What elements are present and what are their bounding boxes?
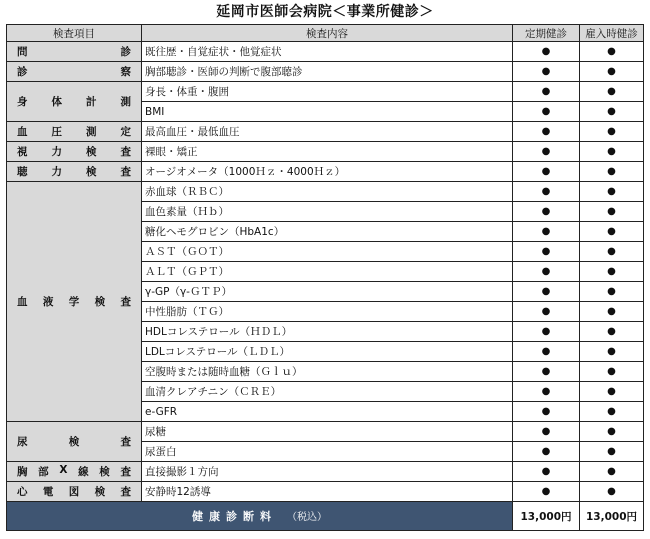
regular-checkup-mark: ● [513,402,580,422]
hiring-checkup-mark: ● [580,422,644,442]
category-label: 心 電 図 検 査 [17,486,131,498]
hiring-checkup-mark: ● [580,82,644,102]
regular-checkup-mark: ● [513,62,580,82]
regular-checkup-mark: ● [513,122,580,142]
test-item: BMI [142,102,513,122]
test-item: e-GFR [142,402,513,422]
fee-row [7,502,644,531]
table-row [7,142,644,162]
hiring-checkup-mark: ● [580,402,644,422]
test-item: LDLコレステロール（ＬＤＬ） [142,342,513,362]
table-row [7,82,644,102]
regular-checkup-mark: ● [513,322,580,342]
fee-regular: 13,000円 [513,502,580,531]
hiring-checkup-mark: ● [580,442,644,462]
hiring-checkup-mark: ● [580,362,644,382]
test-item: 血色素量（Ｈｂ） [142,202,513,222]
hiring-checkup-mark: ● [580,482,644,502]
header-category: 検査項目 [7,25,142,42]
test-item: 空腹時または随時血糖（Ｇｌｕ） [142,362,513,382]
category-label: 問 診 [17,46,131,58]
hiring-checkup-mark: ● [580,162,644,182]
hiring-checkup-mark: ● [580,222,644,242]
regular-checkup-mark: ● [513,142,580,162]
category-cell [7,62,142,82]
hiring-checkup-mark: ● [580,62,644,82]
test-item: 尿蛋白 [142,442,513,462]
hiring-checkup-mark: ● [580,462,644,482]
category-label: 尿 検 査 [17,436,131,448]
header-hiring: 雇入時健診 [580,25,644,42]
test-item: γ-GP（γ-ＧＴＰ） [142,282,513,302]
test-item: 身長・体重・腹囲 [142,82,513,102]
test-item: 尿糖 [142,422,513,442]
regular-checkup-mark: ● [513,302,580,322]
regular-checkup-mark: ● [513,382,580,402]
regular-checkup-mark: ● [513,202,580,222]
regular-checkup-mark: ● [513,82,580,102]
fee-label-cell [7,502,513,531]
category-cell [7,482,142,502]
table-row [7,42,644,62]
table-row [7,182,644,202]
table-row [7,422,644,442]
test-item: 直接撮影１方向 [142,462,513,482]
hiring-checkup-mark: ● [580,262,644,282]
category-cell [7,42,142,62]
regular-checkup-mark: ● [513,282,580,302]
regular-checkup-mark: ● [513,182,580,202]
page-title: 延岡市医師会病院＜事業所健診＞ [216,4,434,20]
hiring-checkup-mark: ● [580,342,644,362]
category-cell [7,122,142,142]
table-body [7,42,644,502]
regular-checkup-mark: ● [513,422,580,442]
regular-checkup-mark: ● [513,42,580,62]
checkup-table [6,24,644,531]
table-row [7,122,644,142]
table-row [7,162,644,182]
regular-checkup-mark: ● [513,242,580,262]
test-item: HDLコレステロール（ＨＤＬ） [142,322,513,342]
test-item: ＡＬＴ（ＧＰＴ） [142,262,513,282]
hiring-checkup-mark: ● [580,42,644,62]
header-regular: 定期健診 [513,25,580,42]
category-cell [7,82,142,122]
hiring-checkup-mark: ● [580,102,644,122]
category-cell [7,162,142,182]
hiring-checkup-mark: ● [580,382,644,402]
hiring-checkup-mark: ● [580,322,644,342]
hiring-checkup-mark: ● [580,202,644,222]
regular-checkup-mark: ● [513,442,580,462]
fee-tax-note: （税込） [287,512,327,523]
test-item: 血清クレアチニン（ＣＲＥ） [142,382,513,402]
regular-checkup-mark: ● [513,162,580,182]
regular-checkup-mark: ● [513,362,580,382]
fee-hiring: 13,000円 [580,502,644,531]
category-cell [7,462,142,482]
table-row [7,62,644,82]
test-item: 糖化ヘモグロビン（HbA1c） [142,222,513,242]
regular-checkup-mark: ● [513,482,580,502]
table-header-row [7,25,644,42]
test-item: 裸眼・矯正 [142,142,513,162]
test-item: 安静時12誘導 [142,482,513,502]
test-item: 胸部聴診・医師の判断で腹部聴診 [142,62,513,82]
test-item: 赤血球（ＲＢＣ） [142,182,513,202]
category-label: 視 力 検 査 [17,146,131,158]
hiring-checkup-mark: ● [580,142,644,162]
category-label: 血 液 学 検 査 [17,296,131,308]
category-cell [7,422,142,462]
hiring-checkup-mark: ● [580,182,644,202]
test-item: 中性脂肪（ＴＧ） [142,302,513,322]
header-content: 検査内容 [142,25,513,42]
hiring-checkup-mark: ● [580,282,644,302]
category-cell [7,142,142,162]
category-label: 胸 部 X 線 検 査 [17,464,131,478]
regular-checkup-mark: ● [513,342,580,362]
category-label: 血 圧 測 定 [17,126,131,138]
test-item: 既往歴・自覚症状・他覚症状 [142,42,513,62]
hiring-checkup-mark: ● [580,122,644,142]
fee-label: 健康診断料 [192,510,277,523]
hiring-checkup-mark: ● [580,302,644,322]
regular-checkup-mark: ● [513,222,580,242]
table-row [7,462,644,482]
category-label: 身 体 計 測 [17,96,131,108]
hiring-checkup-mark: ● [580,242,644,262]
table-row [7,482,644,502]
test-item: オージオメータ（1000Ｈｚ・4000Ｈｚ） [142,162,513,182]
regular-checkup-mark: ● [513,262,580,282]
category-label: 聴 力 検 査 [17,166,131,178]
test-item: 最高血圧・最低血圧 [142,122,513,142]
category-cell [7,182,142,422]
regular-checkup-mark: ● [513,102,580,122]
regular-checkup-mark: ● [513,462,580,482]
test-item: ＡＳＴ（ＧＯＴ） [142,242,513,262]
category-label: 診 察 [17,66,131,78]
